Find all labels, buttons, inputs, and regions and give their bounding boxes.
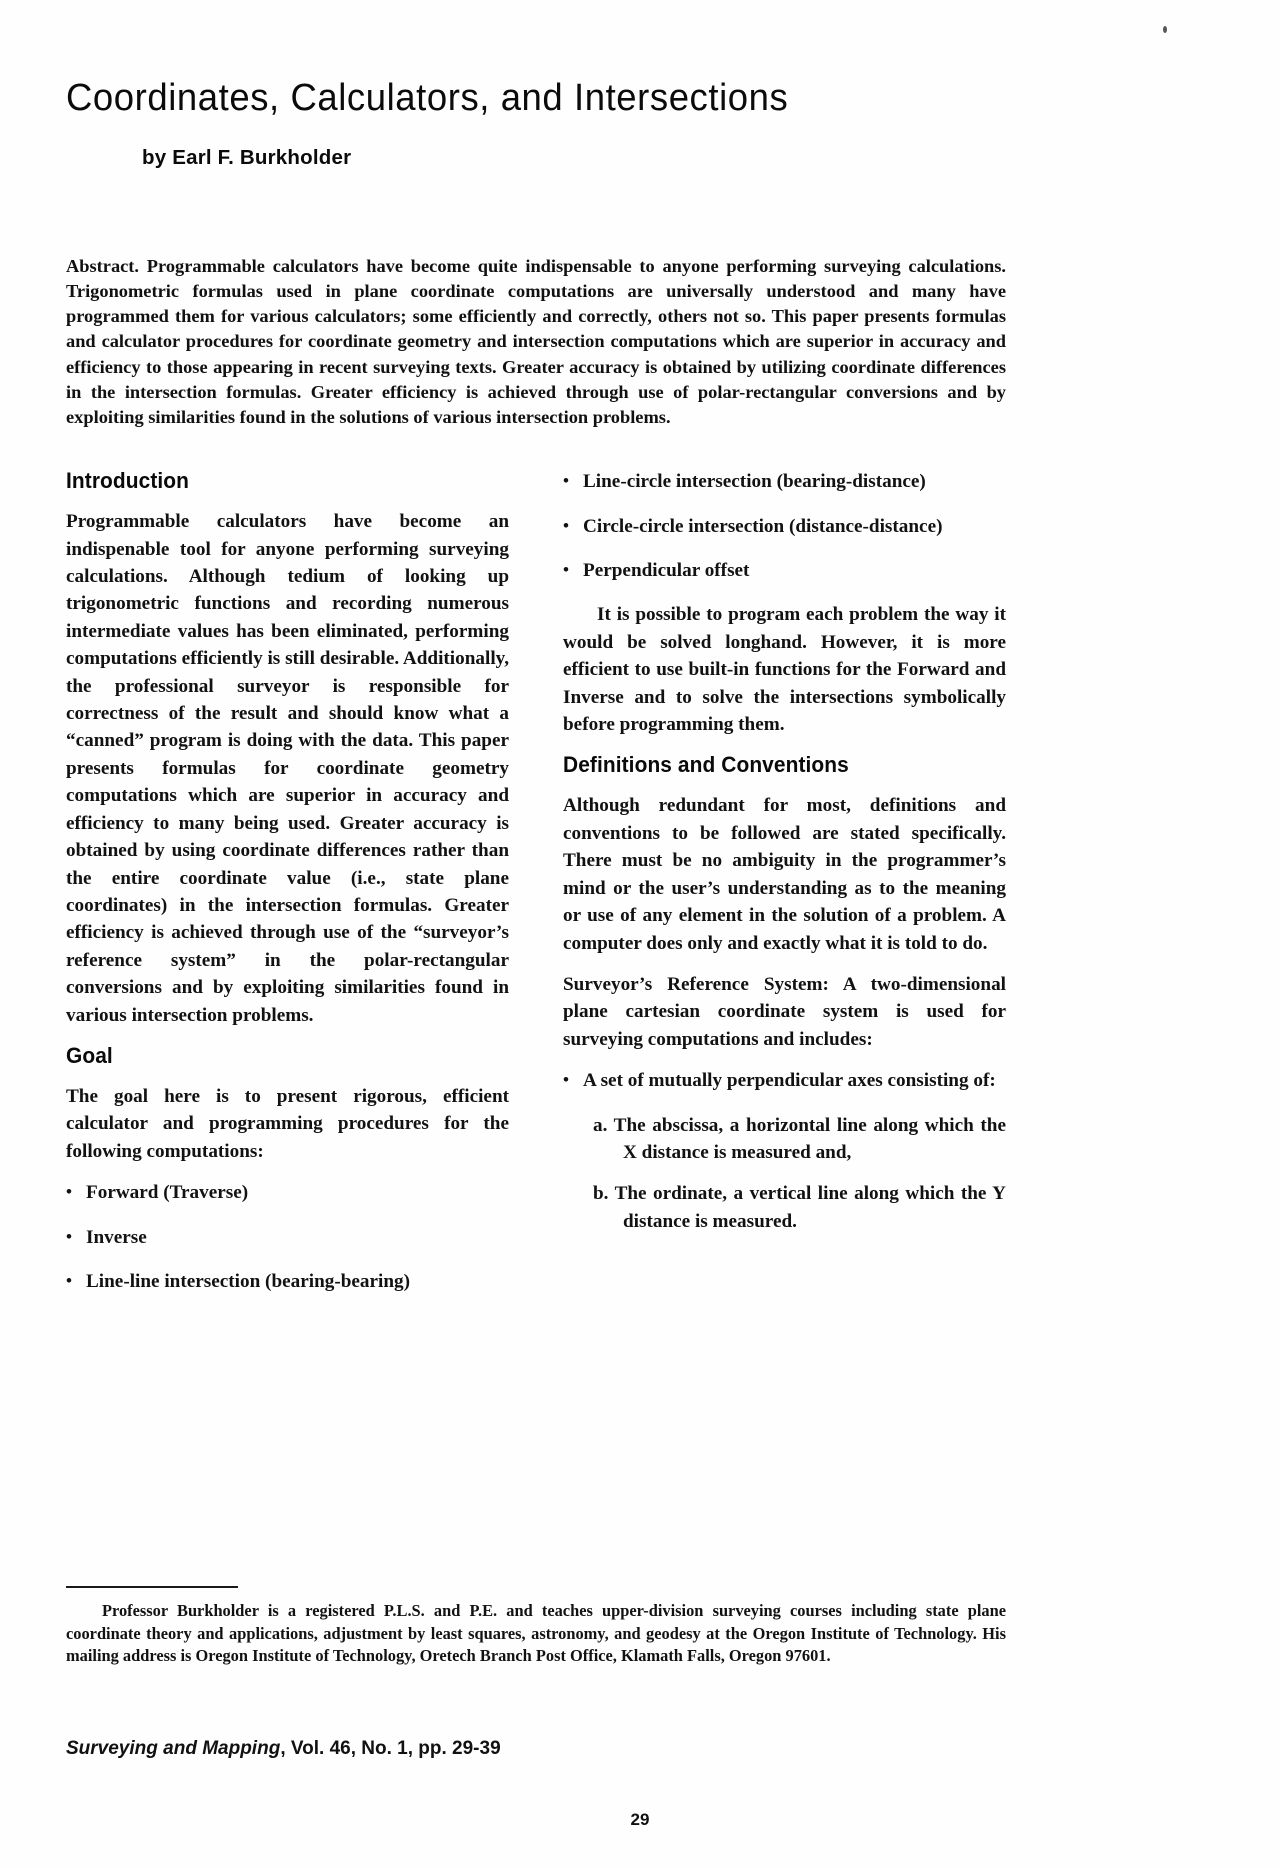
left-column <box>66 468 509 1312</box>
right-column <box>563 468 1006 1312</box>
abstract-paragraph <box>66 254 1006 430</box>
page-title: Coordinates, Calculators, and Intersections <box>66 77 789 119</box>
two-column-body <box>66 468 1006 1312</box>
sub-item-group <box>593 1112 1006 1236</box>
definition-term: Surveyor’s Reference System: <box>563 973 829 995</box>
heading-goal: Goal <box>66 1042 113 1068</box>
journal-name: Surveying and Mapping <box>66 1738 281 1759</box>
journal-citation <box>66 1738 501 1760</box>
goal-bullet-list <box>66 1179 509 1295</box>
continued-bullet-list <box>563 468 1006 584</box>
abstract-body: Programmable calculators have become quite indispensable to anyone performing surveying calculations. Trigonometric formulas used in plane coordinate computations are universally understood and many have programmed them for various calculators; some efficiently and correctly, others not so. This paper presents formulas and calculator procedures for coordinate geometry and intersection computations which are superior in accuracy and efficiency to those appearing in recent surveying texts. Greater accuracy is obtained by utilizing coordinate differences in the intersection formulas. Greater efficiency is achieved through use of polar-rectangular conversions and by exploiting similarities found in the solutions of various intersection problems. <box>66 255 1006 428</box>
page-number: 29 <box>630 1810 650 1829</box>
list-item: • Line-circle intersection (bearing-distance) <box>563 468 1006 495</box>
author-byline: by Earl F. Burkholder <box>142 145 352 169</box>
heading-introduction: Introduction <box>66 468 190 494</box>
sub-item-ordinate: b. The ordinate, a vertical line along which the Y distance is measured. <box>593 1183 1006 1232</box>
page-content <box>66 0 1006 1312</box>
footnote-area <box>66 1586 1006 1668</box>
definitions-paragraph: Although redundant for most, definitions and conventions to be followed are stated specifically. There must be no ambiguity in the programmer’s mind or the user’s understanding as to the meaning or use of any element in the solution of a problem. A computer does only and exactly what it is told to do. <box>563 795 1006 954</box>
heading-definitions-and-conventions: Definitions and Conventions <box>563 752 849 778</box>
list-item: • Forward (Traverse) <box>66 1179 509 1206</box>
footnote-rule <box>66 1586 238 1588</box>
definition-text: A two-dimensional plane cartesian coordinate system is used for surveying computations and includes: <box>563 973 1006 1050</box>
sub-item-abscissa: a. The abscissa, a horizontal line along which the X distance is measured and, <box>593 1114 1006 1163</box>
scan-artifact-speck <box>1163 26 1167 33</box>
abstract-label: Abstract. <box>66 255 140 276</box>
program-paragraph: It is possible to program each problem the way it would be solved longhand. However, it is more efficient to use built-in functions for the Forward and Inverse and to solve the intersections symbolically before programming them. <box>563 604 1006 736</box>
footnote-text: Professor Burkholder is a registered P.L.S. and P.E. and teaches upper-division surveying courses including state plane coordinate theory and applications, adjustment by least squares, astronomy, and geodesy at the Oregon Institute of Technology. His mailing address is Oregon Institute of Technology, Oretech Branch Post Office, Klamath Falls, Oregon 97601. <box>66 1601 1006 1666</box>
journal-volume-info: , Vol. 46, No. 1, pp. 29-39 <box>280 1738 501 1759</box>
goal-paragraph: The goal here is to present rigorous, efficient calculator and programming procedures for the following computations: <box>66 1085 509 1162</box>
list-item: • Line-line intersection (bearing-bearing) <box>66 1268 509 1295</box>
list-item: • Inverse <box>66 1224 509 1251</box>
axes-bullet-list <box>563 1067 1006 1094</box>
surveyors-reference-system-paragraph <box>563 971 1006 1053</box>
list-item: • Circle-circle intersection (distance-distance) <box>563 513 1006 540</box>
list-item: • Perpendicular offset <box>563 557 1006 584</box>
list-item: • A set of mutually perpendicular axes consisting of: <box>563 1067 1006 1094</box>
intro-paragraph: Programmable calculators have become an indispenable tool for anyone performing surveying calculations. Although tedium of looking up trigonometric functions and recording numerous intermediate values has been eliminated, performing computations efficiently is still desirable. Additionally, the professional surveyor is responsible for correctness of the result and should know what a “canned” program is doing with the data. This paper presents formulas for coordinate geometry computations which are superior in accuracy and efficiency to many being used. Greater accuracy is obtained by using coordinate differences rather than the entire coordinate value (i.e., state plane coordinates) in the intersection formulas. Greater efficiency is achieved through use of the “surveyor’s reference system” in the polar-rectangular conversions and by exploiting similarities found in various intersection problems. <box>66 511 509 1026</box>
